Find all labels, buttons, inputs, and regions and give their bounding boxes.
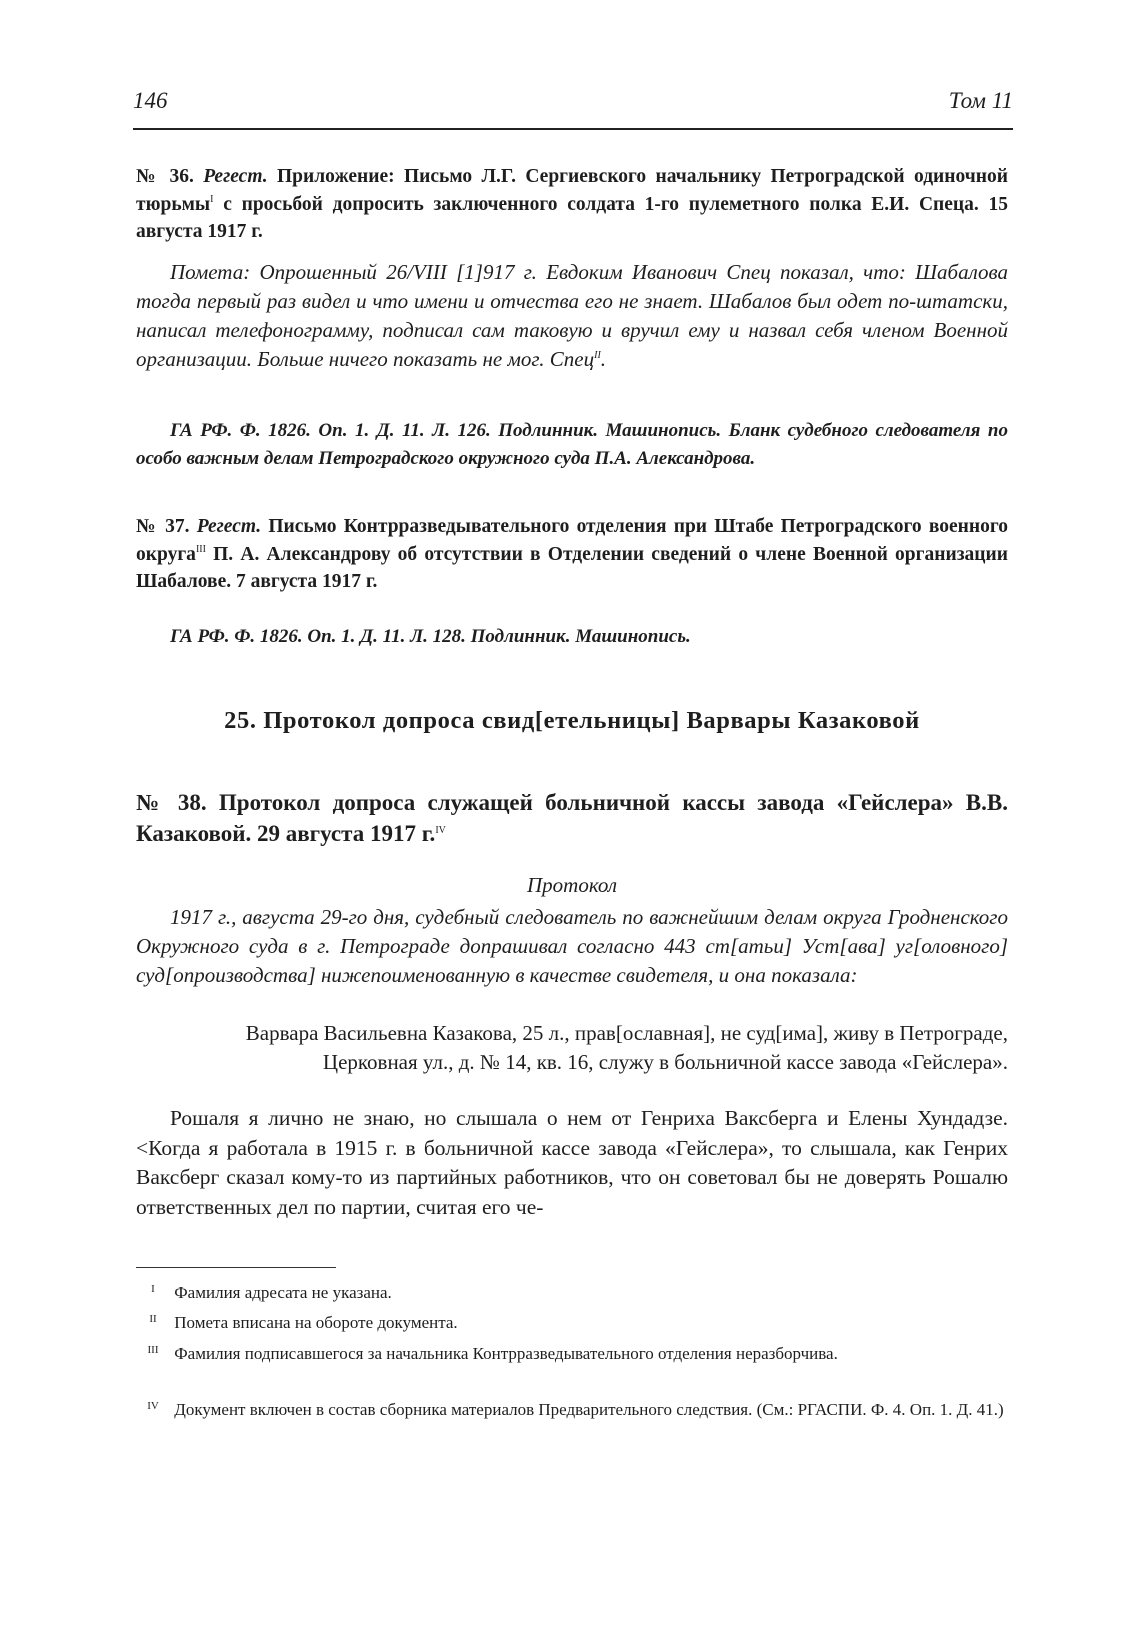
protocol-intro: 1917 г., августа 29-го дня, судебный следователь по важнейшим делам округа Гродненского Окружного суда в г. Петрограде допрашивал согласно 443 ст[атьи] Уст[ава] уг[оловного] суд[опроизводства] нижепоименованную в качестве свидетеля, и она показала: bbox=[136, 905, 1008, 987]
footnote-1 bbox=[136, 1277, 1008, 1305]
footnote-ref-1: I bbox=[210, 193, 214, 205]
doc36-note: Помета: Опрошенный 26/VIII [1]917 г. Евдоким Иванович Спец показал, что: Шабалова тогда первый раз видел и что имени и отчества его не знает. Шабалов был одет по-штатски, написал телефонограмму, подписал сам таковую и вручил ему и назвал себя членом Военной организации. Больше ничего показать не мог. Спец$^{II}$. bbox=[136, 260, 1008, 371]
footnote-3-mark: III bbox=[147, 1344, 159, 1356]
doc36-text-a: Приложение: Письмо Л.Г. Сергиевского начальнику Петроградской одиночной тюрьмы bbox=[136, 166, 1008, 215]
footnote-4-text: Документ включен в состав сборника материалов Предварительного следствия. (См.: РГАСПИ. Ф. 4. Оп. 1. Д. 41.) bbox=[174, 1400, 1004, 1419]
doc38-title-text: № 38. Протокол допроса служащей больничной кассы завода «Гейслера» В.В. Казаковой. 29 августа 1917 г. bbox=[136, 790, 1008, 846]
doc37-kind: Регест. bbox=[196, 516, 262, 537]
doc37-source: ГА РФ. Ф. 1826. Оп. 1. Д. 11. Л. 128. Подлинник. Машинопись. bbox=[170, 626, 691, 647]
footnote-ref-4: IV bbox=[435, 825, 446, 836]
doc37-text-b: П. А. Александрову об отсутствии в Отделении сведений о члене Военной организации Шабалове. 7 августа 1917 г. bbox=[136, 543, 1008, 592]
footnote-4 bbox=[136, 1394, 1008, 1422]
volume-label: Том 11 bbox=[948, 88, 1013, 113]
doc38-title bbox=[136, 787, 1008, 849]
doc36-source: ГА РФ. Ф. 1826. Оп. 1. Д. 11. Л. 126. Подлинник. Машинопись. Бланк судебного следователя по особо важным делам Петроградского окружного суда П.А. Александрова. bbox=[136, 420, 1008, 469]
footnote-4-mark: IV bbox=[147, 1400, 159, 1412]
footnote-ref-3: III bbox=[195, 543, 206, 555]
doc37-text-a: Письмо Контрразведывательного отделения при Штабе Петроградского военного округа bbox=[136, 516, 1008, 565]
section-title: 25. Протокол допроса свид[етельницы] Варвары Казаковой bbox=[224, 707, 920, 734]
witness-details: Варвара Васильевна Казакова, 25 л., прав[ославная], не суд[има], живу в Петрограде, Церковная ул., д. № 14, кв. 16, служу в больничной кассе завода «Гейслера». bbox=[245, 1021, 1008, 1074]
footnote-2-mark: II bbox=[149, 1313, 157, 1325]
doc36-text-b: с просьбой допросить заключенного солдата 1-го пулеметного полка Е.И. Спеца. 15 августа 1917 г. bbox=[136, 193, 1008, 242]
footnote-rule bbox=[136, 1267, 336, 1268]
doc36-number: № 36. bbox=[136, 166, 194, 187]
footnote-2-text: Помета вписана на обороте документа. bbox=[174, 1313, 458, 1332]
header-rule bbox=[133, 128, 1013, 130]
running-header bbox=[133, 88, 1013, 128]
doc36-note-text: Помета: Опрошенный 26/VIII [1]917 г. Евдоким Иванович Спец показал, что: Шабалова тогда первый раз видел и что имени и отчества его не знает. Шабалов был одет по-штатски, написал телефонограмму, подписал сам таковую и вручил ему и назвал себя членом Военной организации. Больше ничего показать не мог. Спец bbox=[136, 260, 1008, 371]
footnote-3-text: Фамилия подписавшегося за начальника Контрразведывательного отделения неразборчива. bbox=[174, 1344, 838, 1363]
page-number: 146 bbox=[133, 88, 168, 113]
footnote-1-text: Фамилия адресата не указана. bbox=[174, 1283, 392, 1302]
doc37-regest bbox=[136, 513, 1008, 596]
doc36-kind: Регест. bbox=[203, 166, 268, 187]
protocol-heading: Протокол bbox=[527, 873, 617, 897]
footnote-2 bbox=[136, 1307, 1008, 1335]
footnote-ref-2: II bbox=[594, 350, 601, 361]
doc37-number: № 37. bbox=[136, 516, 190, 537]
footnote-1-mark: I bbox=[151, 1283, 155, 1295]
doc36-regest bbox=[136, 163, 1008, 246]
footnote-3 bbox=[136, 1338, 1008, 1366]
testimony-text: Рошаля я лично не знаю, но слышала о нем от Генриха Ваксберга и Елены Хундадзе. <Когда я работала в 1915 г. в больничной кассе завода «Гейслера», то слышала, как Генрих Ваксберг сказал кому-то из партийных работников, что он советовал бы не доверять Рошалю ответственных дел по партии, считая его че- bbox=[136, 1106, 1008, 1219]
